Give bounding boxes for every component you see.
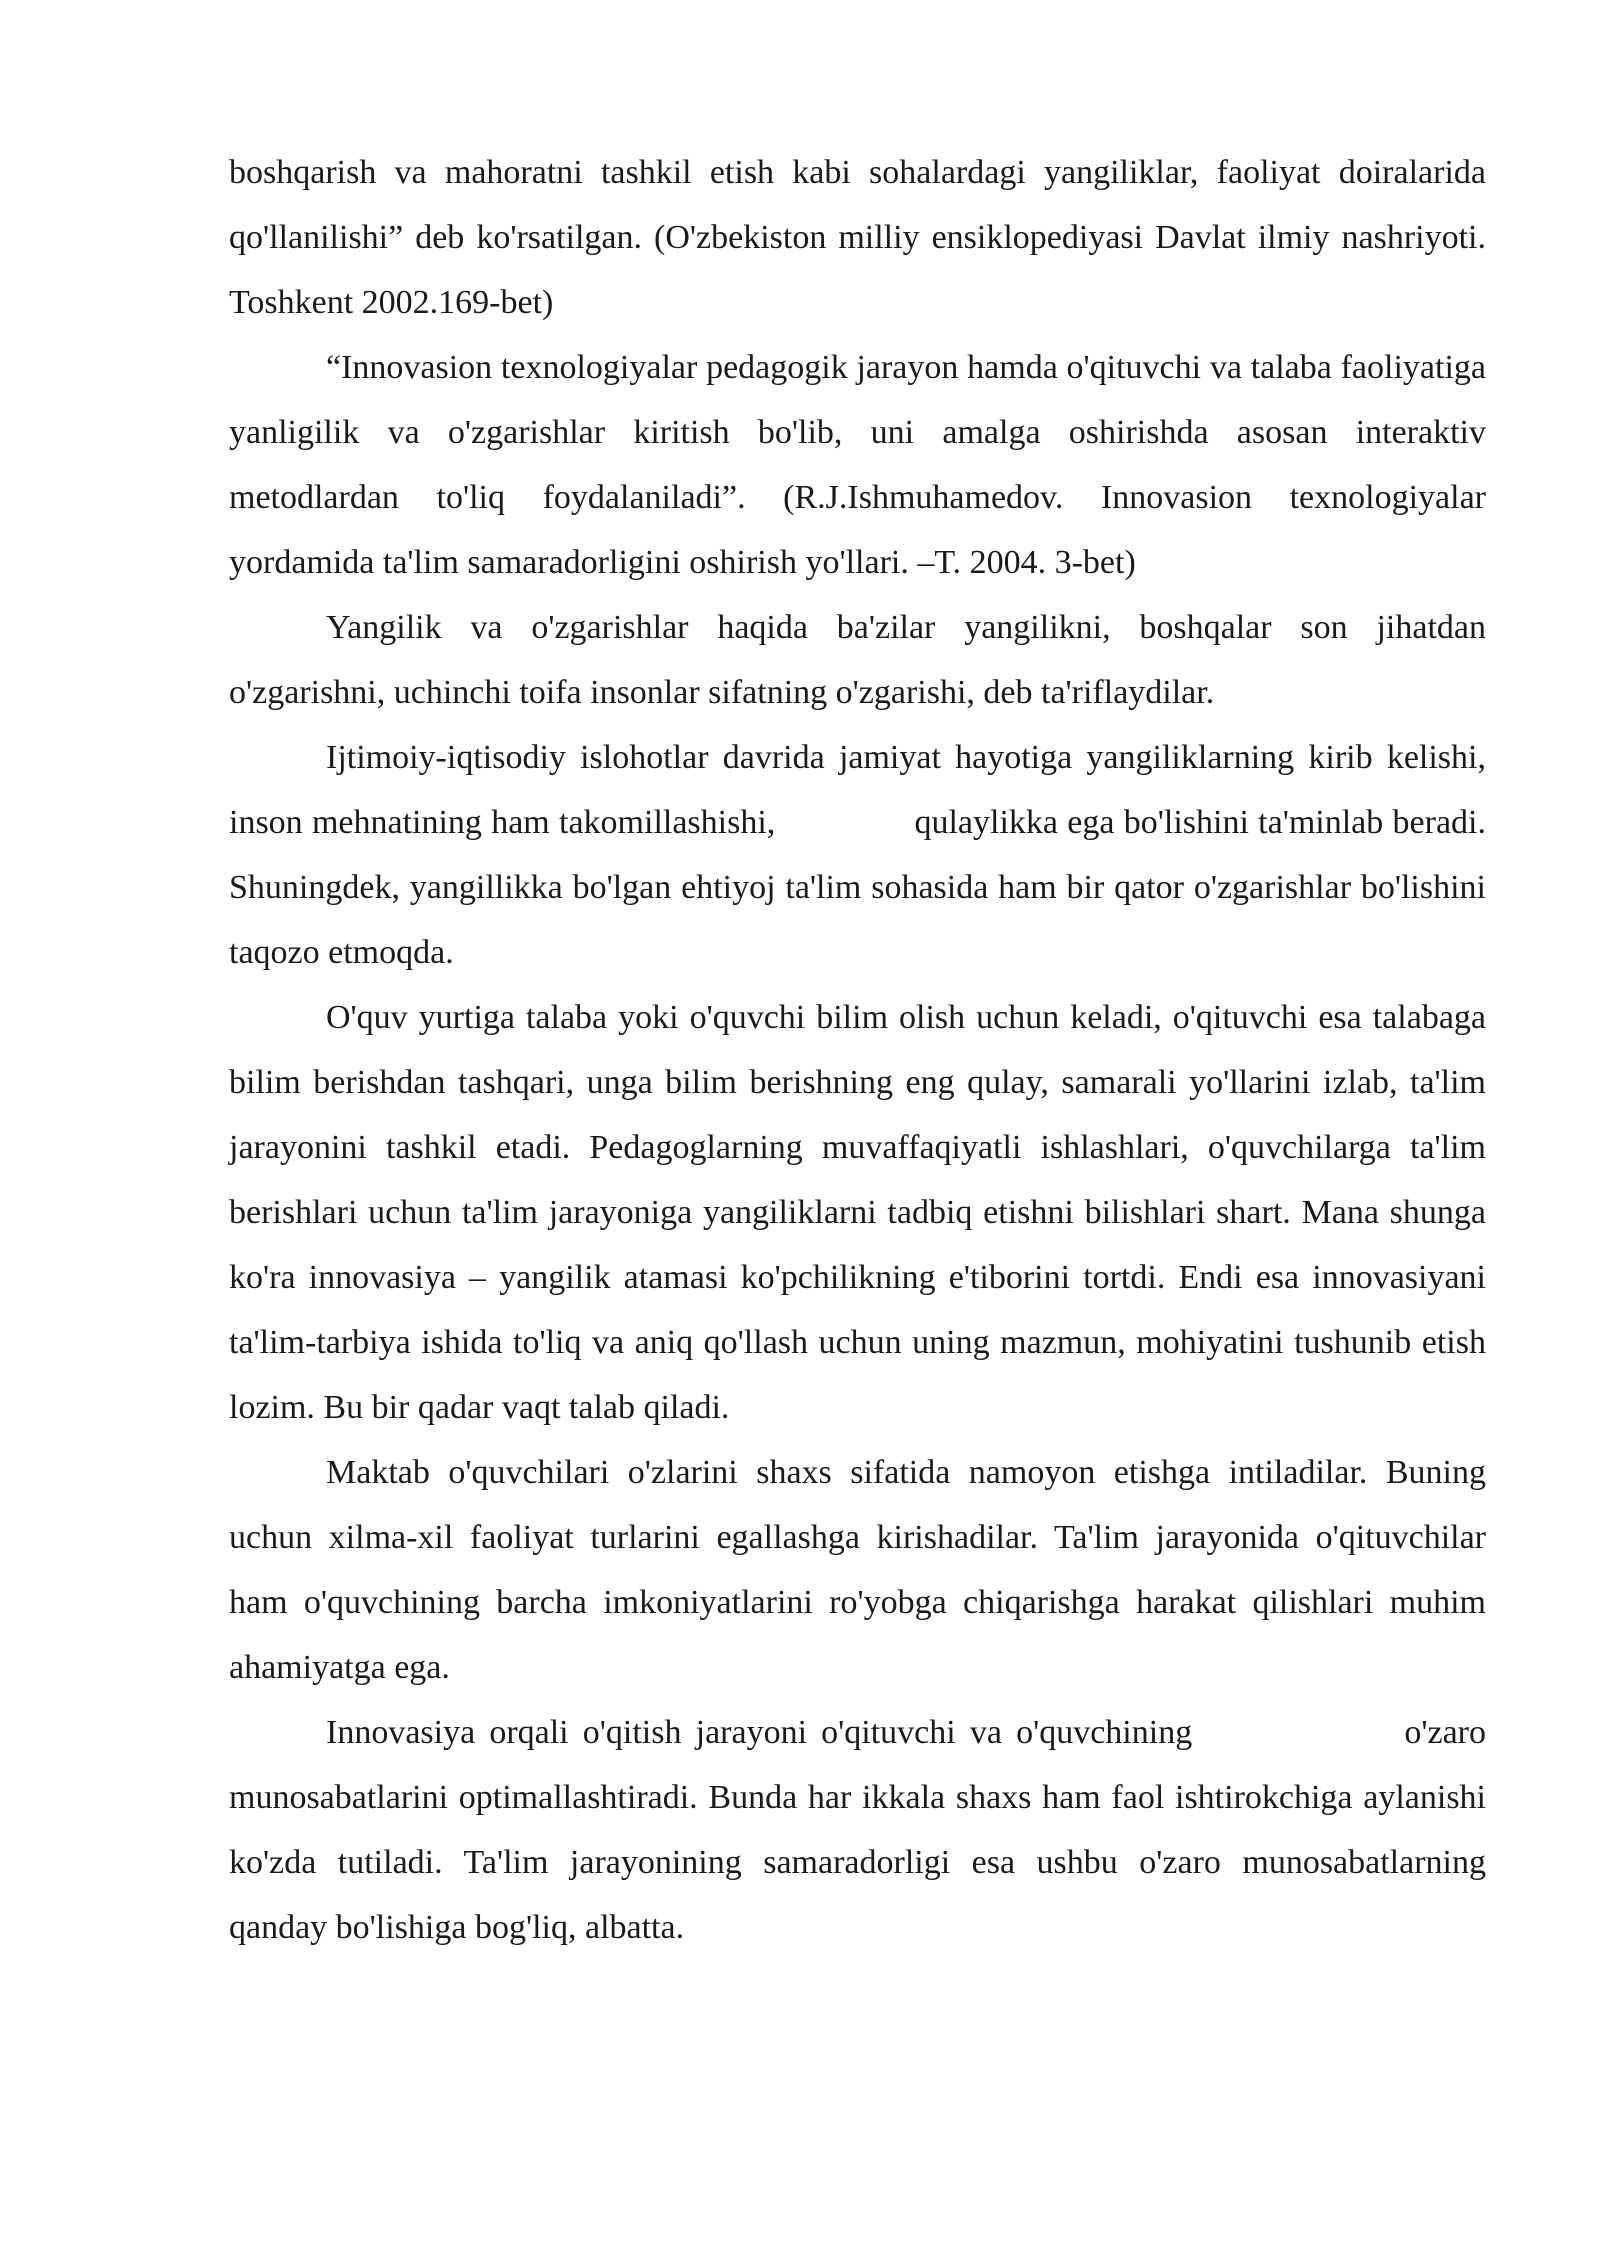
- paragraph-1: boshqarish va mahoratni tashkil etish kabi sohalardagi yangiliklar, faoliyat doiralarida qo'llanilishi” deb ko'rsatilgan. (O'zbekiston milliy ensiklopediyasi Davlat ilmiy nashriyoti. Toshkent 2002.169-bet): [229, 154, 1486, 321]
- paragraph-3: Yangilik va o'zgarishlar haqida ba'zilar yangilikni, boshqalar son jihatdan o'zgarishni, uchinchi toifa insonlar sifatning o'zgarishi, deb ta'riflaydilar.: [229, 609, 1486, 711]
- document-body: [229, 140, 1495, 1960]
- paragraph-2: “Innovasion texnologiyalar pedagogik jarayon hamda o'qituvchi va talaba faoliyatiga yanligilik va o'zgarishlar kiritish bo'lib, uni amalga oshirishda asosan interaktiv metodlardan to'liq foydalaniladi”. (R.J.Ishmuhamedov. Innovasion texnologiyalar yordamida ta'lim samaradorligini oshirish yo'llari. –T. 2004. 3-bet): [229, 349, 1486, 581]
- paragraph-4: Ijtimoiy-iqtisodiy islohotlar davrida jamiyat hayotiga yangiliklarning kirib kelishi, inson mehnatining ham takomillashishi, qulaylikka ega bo'lishini ta'minlab beradi. Shuningdek, yangillikka bo'lgan ehtiyoj ta'lim sohasida ham bir qator o'zgarishlar bo'lishini taqozo etmoqda.: [229, 739, 1495, 971]
- paragraph-5: O'quv yurtiga talaba yoki o'quvchi bilim olish uchun keladi, o'qituvchi esa talabaga bilim berishdan tashqari, unga bilim berishning eng qulay, samarali yo'llarini izlab, ta'lim jarayonini tashkil etadi. Pedagoglarning muvaffaqiyatli ishlashlari, o'quvchilarga ta'lim berishlari uchun ta'lim jarayoniga yangiliklarni tadbiq etishni bilishlari shart. Mana shunga ko'ra innovasiya – yangilik atamasi ko'pchilikning e'tiborini tortdi. Endi esa innovasiyani ta'lim-tarbiya ishida to'liq va aniq qo'llash uchun uning mazmun, mohiyatini tushunib etish lozim. Bu bir qadar vaqt talab qiladi.: [229, 999, 1486, 1426]
- paragraph-6: Maktab o'quvchilari o'zlarini shaxs sifatida namoyon etishga intiladilar. Buning uchun xilma-xil faoliyat turlarini egallashga kirishadilar. Ta'lim jarayonida o'qituvchilar ham o'quvchining barcha imkoniyatlarini ro'yobga chiqarishga harakat qilishlari muhim ahamiyatga ega.: [229, 1454, 1486, 1686]
- paragraph-7: Innovasiya orqali o'qitish jarayoni o'qituvchi va o'quvchining o'zaro munosabatlarini optimallashtiradi. Bunda har ikkala shaxs ham faol ishtirokchiga aylanishi ko'zda tutiladi. Ta'lim jarayonining samaradorligi esa ushbu o'zaro munosabatlarning qanday bo'lishiga bog'liq, albatta.: [229, 1714, 1495, 1946]
